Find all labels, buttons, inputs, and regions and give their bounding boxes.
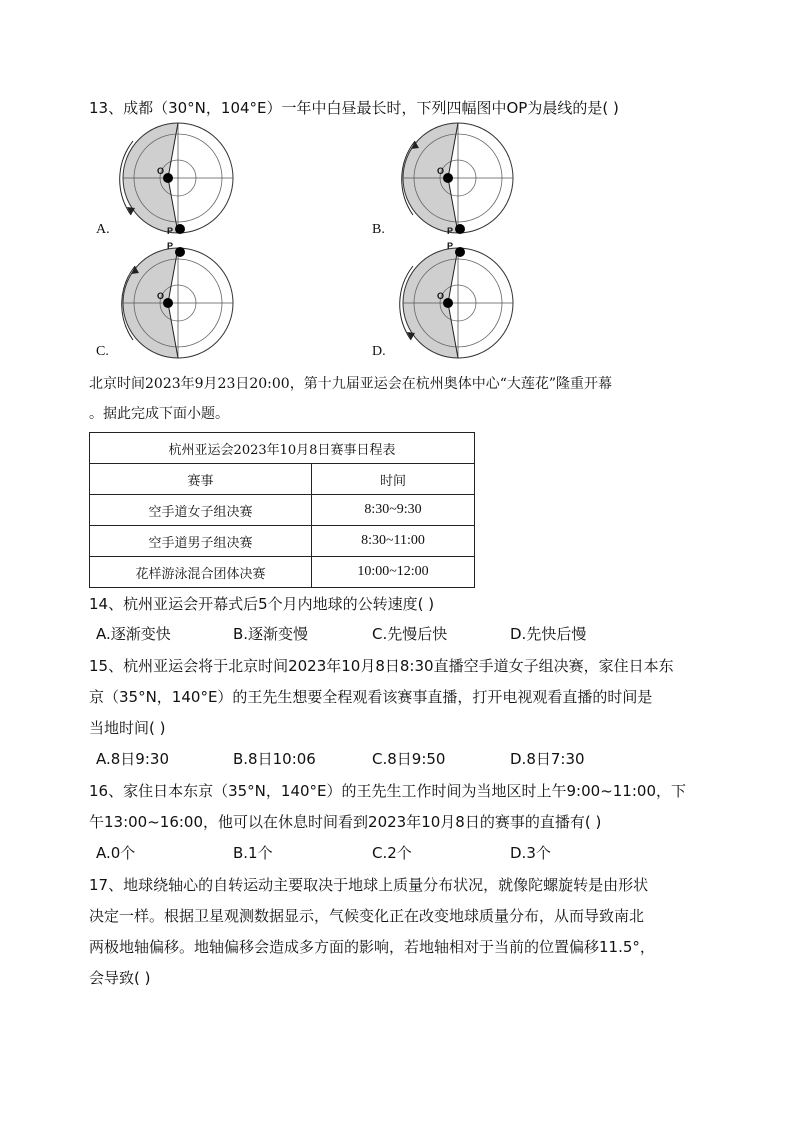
figure-c [123,241,233,358]
q14-option-d[interactable]: D.先快后慢 [510,625,587,643]
q14-option-c[interactable]: C.先慢后快 [372,625,448,643]
point-p-dot [455,224,465,234]
polar-view-diagram-d [403,248,513,358]
point-p-label: P [167,241,174,251]
point-o-label: O [437,291,445,301]
passage-line-2: 。据此完成下面小题。 [89,406,229,422]
q15-line-2: 京（35°N，140°E）的王先生想要全程观看该赛事直播，打开电视观看直播的时间是 [89,688,653,706]
table-row [90,495,475,526]
q16-option-a[interactable]: A.0个 [96,844,136,862]
figure-a [123,123,233,236]
schedule-header-event: 赛事 [90,464,312,495]
point-o-label: O [157,166,165,176]
point-p-label: P [167,226,174,236]
schedule-time: 10:00~12:00 [312,557,475,588]
q17-line-3: 两极地轴偏移。地轴偏移会造成多方面的影响，若地轴相对于当前的位置偏移11.5°， [89,938,655,956]
point-p-dot [175,224,185,234]
point-p-dot [175,247,185,257]
polar-view-diagram-c [123,248,233,358]
point-p-label: P [447,226,454,236]
q15-line-1: 15、杭州亚运会将于北京时间2023年10月8日8:30直播空手道女子组决赛，家住日本东 [89,657,674,675]
polar-view-diagram-b [403,123,513,233]
q13-stem: 13、成都（30°N，104°E）一年中白昼最长时，下列四幅图中OP为晨线的是( ) [89,99,619,117]
polar-view-diagram-a [123,123,233,233]
figure-a-label: A. [96,222,110,237]
q15-option-a[interactable]: A.8日9:30 [96,750,169,768]
figure-b [403,123,513,236]
point-o-dot [443,298,453,308]
q15-option-c[interactable]: C.8日9:50 [372,750,446,768]
table-row [90,557,475,588]
q14-stem: 14、杭州亚运会开幕式后5个月内地球的公转速度( ) [89,595,435,613]
q16-line-1: 16、家住日本东京（35°N，140°E）的王先生工作时间为当地区时上午9:00~11:00，下 [89,782,686,800]
q16-option-b[interactable]: B.1个 [233,844,273,862]
schedule-title: 杭州亚运会2023年10月8日赛事日程表 [90,433,475,464]
schedule-table [89,432,475,588]
point-p-dot [455,247,465,257]
point-p-label: P [447,241,454,251]
point-o-label: O [437,166,445,176]
q16-option-d[interactable]: D.3个 [510,844,551,862]
q17-line-2: 决定一样。根据卫星观测数据显示，气候变化正在改变地球质量分布，从而导致南北 [89,907,645,925]
point-o-dot [163,173,173,183]
passage-line-1: 北京时间2023年9月23日20:00，第十九届亚运会在杭州奥体中心“大莲花”隆重开幕 [89,376,613,392]
q16-option-c[interactable]: C.2个 [372,844,412,862]
q14-option-a[interactable]: A.逐渐变快 [96,625,171,643]
q14-option-b[interactable]: B.逐渐变慢 [233,625,309,643]
q15-line-3: 当地时间( ) [89,719,166,737]
schedule-event: 花样游泳混合团体决赛 [90,557,312,588]
q15-option-b[interactable]: B.8日10:06 [233,750,316,768]
schedule-time: 8:30~9:30 [312,495,475,526]
schedule-time: 8:30~11:00 [312,526,475,557]
q17-line-1: 17、地球绕轴心的自转运动主要取决于地球上质量分布状况，就像陀螺旋转是由形状 [89,876,649,894]
figure-d-label: D. [372,344,386,359]
q15-option-d[interactable]: D.8日7:30 [510,750,585,768]
schedule-event: 空手道女子组决赛 [90,495,312,526]
point-o-dot [163,298,173,308]
figure-b-label: B. [372,222,385,237]
table-row [90,526,475,557]
point-o-dot [443,173,453,183]
point-o-label: O [157,291,165,301]
q17-line-4: 会导致( ) [89,969,151,987]
schedule-event: 空手道男子组决赛 [90,526,312,557]
q16-line-2: 午13:00~16:00，他可以在休息时间看到2023年10月8日的赛事的直播有( ) [89,813,602,831]
figure-c-label: C. [96,344,109,359]
schedule-header-time: 时间 [312,464,475,495]
figure-d [403,241,513,358]
